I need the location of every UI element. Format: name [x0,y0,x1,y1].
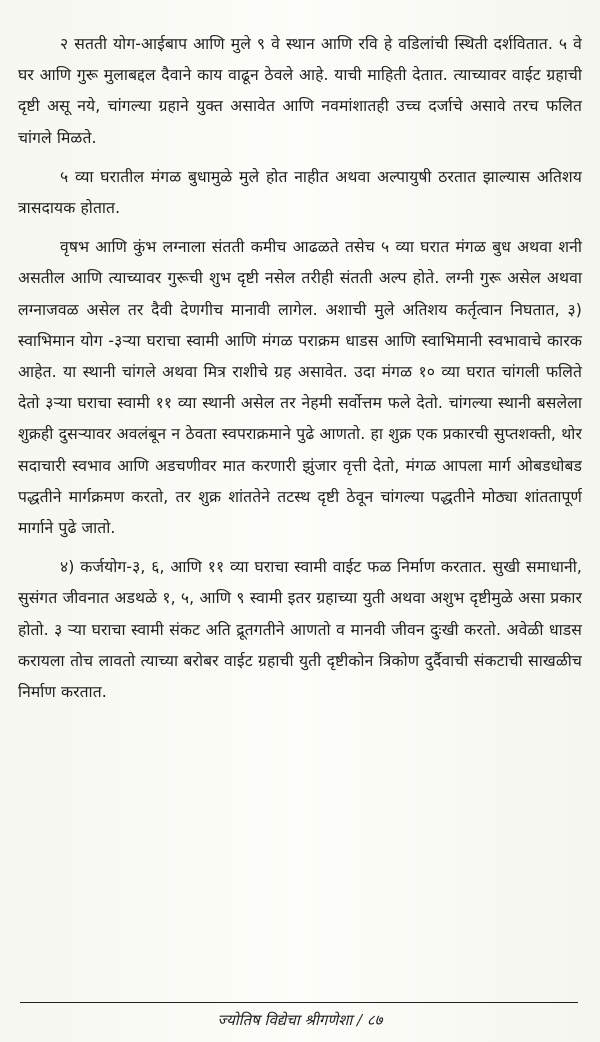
page-body [18,28,582,707]
paragraph-karj-yog: ४) कर्जयोग-३, ६, आणि ११ व्या घराचा स्वामी वाईट फळ निर्माण करतात. सुखी समाधानी, सुसंगत जीवनात अडथळे १, ५, आणि ९ स्वामी इतर ग्रहाच्या युती अथवा अशुभ दृष्टीमुळे असा प्रकार होतो. ३ ऱ्या घराचा स्वामी संकट अति द्रूतगतीने आणतो व मानवी जीवन दुःखी करतो. अवेळी धाडस करायला तोच लावतो त्याच्या बरोबर वाईट ग्रहाची युती दृष्टीकोन त्रिकोण दुर्दैवाची संकटाची साखळीच निर्माण करतात. [18,557,582,702]
page-footer: ज्योतिष विद्येचा श्रीगणेशा / ८७ [217,1011,383,1029]
paragraph-mangal-budh: ५ व्या घरातील मंगळ बुधामुळे मुले होत नाहीत अथवा अल्पायुषी ठरतात झाल्यास अतिशय त्रासदायक होतात. [18,166,582,218]
footer-divider [20,1002,578,1003]
paragraph-swabhiman-yog: वृषभ आणि कुंभ लग्नाला संतती कमीच आढळते तसेच ५ व्या घरात मंगळ बुध अथवा शनी असतील आणि त्याच्यावर गुरूची शुभ दृष्टी नसेल तरीही संतती अल्प होते. लग्नी गुरू असेल अथवा लग्नाजवळ असेल तर दैवी देणगीच मानावी लागेल. अशाची मुले अतिशय कर्तृत्वान निघतात, ३) स्वाभिमान योग -३ऱ्या घराचा स्वामी आणि मंगळ पराक्रम धाडस आणि स्वाभिमानी स्वभावाचे कारक आहेत. या स्थानी चांगले अथवा मित्र राशीचे ग्रह असावेत. उदा मंगळ १० व्या घरात चांगली फलिते देतो ३ऱ्या घराचा स्वामी ११ व्या स्थानी असेल तर नेहमी सर्वोत्तम फले देतो. चांगल्या स्थानी बसलेला शुक्रही दुसऱ्यावर अवलंबून न ठेवता स्वपराक्रमाने पुढे आणतो. हा शुक्र एक प्रकारची सुप्तशक्ती, थोर सदाचारी स्वभाव आणि अडचणीवर मात करणारी झुंजार वृत्ती देतो, मंगळ आपला मार्ग ओबडधोबड पद्धतीने मार्गक्रमण करतो, तर शुक्र शांततेने तटस्थ दृष्टी ठेवून चांगल्या पद्धतीने मोठ्या शांततापूर्ण मार्गाने पुढे जातो. [18,237,582,538]
paragraph-santati-yog: २ सतती योग-आईबाप आणि मुले ९ वे स्थान आणि रवि हे वडिलांची स्थिती दर्शवितात. ५ वे घर आणि गुरू मुलाबद्दल दैवाने काय वाढून ठेवले आहे. याची माहिती देतात. त्याच्यावर वाईट ग्रहाची दृष्टी असू नये, चांगल्या ग्रहाने युक्त असावेत आणि नवमांशातही उच्च दर्जाचे असावे तरच फलित चांगले मिळते. [18,34,582,147]
